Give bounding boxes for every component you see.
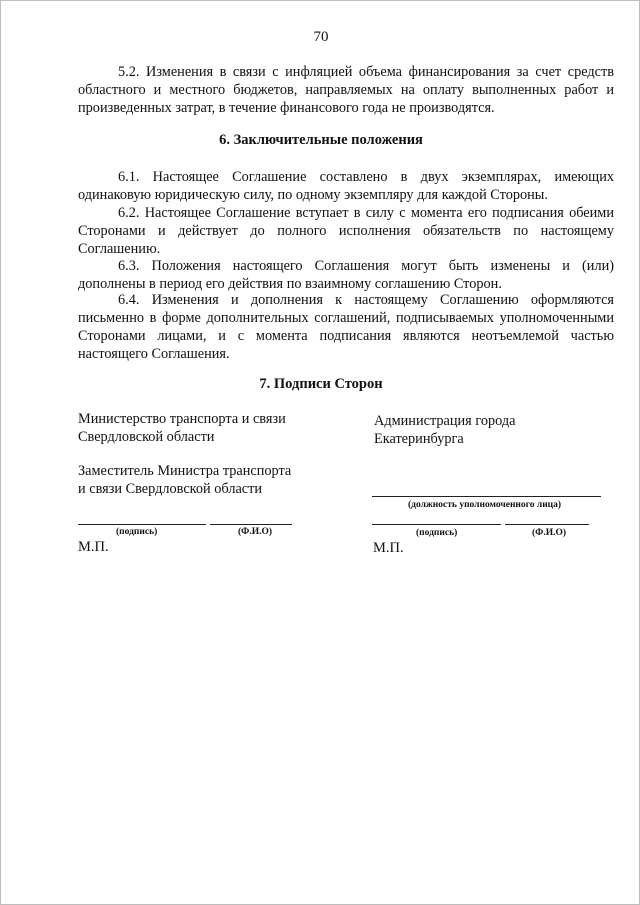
right-org-line1: Администрация города (374, 413, 516, 429)
right-signature-line (372, 524, 501, 525)
right-org-line2: Екатеринбурга (374, 431, 464, 447)
left-name-caption: (Ф.И.О) (238, 527, 273, 537)
left-name-line (210, 524, 292, 525)
right-position-caption: (должность уполномоченного лица) (408, 500, 562, 510)
right-name-caption: (Ф.И.О) (532, 528, 567, 538)
right-stamp-label: М.П. (373, 540, 404, 556)
left-org-line2: Свердловской области (78, 429, 215, 445)
section-7-title: 7. Подписи Сторон (259, 376, 383, 392)
right-position-line (372, 496, 601, 497)
clause-6-1: 6.1. Настоящее Соглашение составлено в двух экземплярах, имеющих одинаковую юридическую силу, по одному экземпляру для каждой Стороны. (78, 169, 614, 203)
clause-5-2: 5.2. Изменения в связи с инфляцией объема финансирования за счет средств областного и местного бюджетов, направляемых на оплату выполненных работ и произведенных затрат, в течение финансового года не производятся. (78, 64, 614, 116)
clause-6-3: 6.3. Положения настоящего Соглашения могут быть изменены и (или) дополнены в период его действия по взаимному соглашению Сторон. (78, 258, 614, 292)
left-stamp-label: М.П. (78, 539, 109, 555)
left-position-line2: и связи Свердловской области (78, 481, 263, 497)
clause-6-2: 6.2. Настоящее Соглашение вступает в силу с момента его подписания обеими Сторонами и действует до полного исполнения обязательств по настоящему Соглашению. (78, 205, 614, 257)
right-signature-caption: (подпись) (416, 528, 458, 538)
section-6-title: 6. Заключительные положения (219, 132, 423, 148)
left-org-line1: Министерство транспорта и связи (78, 411, 286, 427)
right-name-line (505, 524, 589, 525)
left-signature-line (78, 524, 206, 525)
clause-6-4: 6.4. Изменения и дополнения к настоящему Соглашению оформляются письменно в форме дополнительных соглашений, подписываемых уполномоченными Сторонами лицами, и с момента подписания являются неотъемлемой частью настоящего Соглашения. (78, 292, 614, 362)
left-signature-caption: (подпись) (116, 527, 158, 537)
left-position-line1: Заместитель Министра транспорта (78, 463, 292, 479)
page-number: 70 (313, 29, 329, 45)
